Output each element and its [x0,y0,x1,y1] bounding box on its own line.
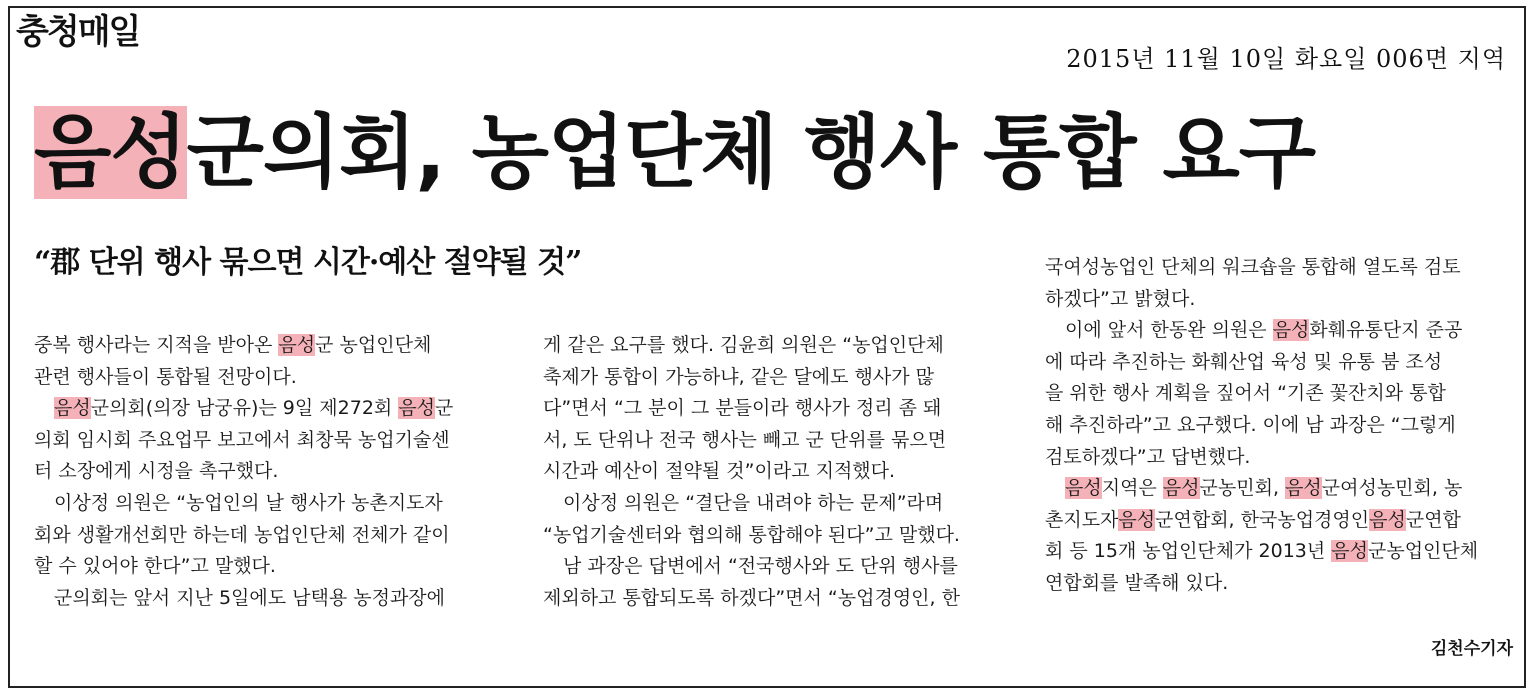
text-segment: 국여성농업인 단체의 워크숍을 통합해 열도록 검토 [1045,256,1461,278]
text-segment: 터 소장에게 시정을 촉구했다. [34,460,279,483]
search-highlight: 음성 [398,397,436,420]
search-highlight: 음성 [1369,508,1406,531]
text-segment: 을 위한 행사 계획을 짚어서 “기존 꽃잔치와 통합 [1045,382,1446,405]
search-highlight: 음성 [1162,477,1200,500]
text-line [1045,378,1515,410]
text-line [34,488,514,520]
text-segment: 중복 행사라는 지적을 받아온 [34,334,279,356]
text-segment: 해 추진하라”고 요구했다. 이에 남 과장은 “그렇게 [1045,413,1456,436]
search-highlight: 음성 [1331,540,1368,563]
headline-rest: 군의회, 농업단체 행사 통합 요구 [186,106,1315,199]
text-line [1045,505,1515,537]
text-segment: 이상정 의원은 “결단을 내려야 하는 문제”라며 [563,491,944,514]
search-highlight: 음성 [1285,477,1322,500]
subheadline: “郡 단위 행사 묶으면 시간·예산 절약될 것” [34,245,582,280]
text-segment: 촌지도자 [1045,508,1119,531]
text-segment: 군의회(의장 남궁유)는 9일 제272회 [90,397,399,420]
text-segment: 연합회를 발족해 있다. [1045,571,1229,594]
text-segment: 군연합회, 한국농업경영인 [1155,508,1370,531]
headline-highlight: 음성 [34,106,187,199]
text-line [1045,284,1515,316]
text-line [34,583,514,615]
text-segment: 검토하겠다”고 답변했다. [1045,445,1251,468]
search-highlight: 음성 [278,334,316,356]
search-highlight: 음성 [1118,508,1156,531]
newspaper-logo: 충청매일 [16,12,140,52]
text-line [34,362,514,394]
text-segment: 시간과 예산이 절약될 것”이라고 지적했다. [543,460,896,483]
text-line [543,362,1018,394]
text-segment: 축제가 통합이 가능하냐, 같은 달에도 행사가 많 [543,365,935,388]
text-segment: 다”면서 “그 분이 그 분들이라 행사가 정리 좀 돼 [543,397,942,420]
headline [34,98,1315,208]
text-segment: “농업기술센터와 협의해 통합해야 된다”고 말했다. [543,523,960,546]
text-line [543,330,1018,362]
byline: 김천수기자 [1430,639,1513,659]
text-line [34,330,514,362]
text-line [1045,442,1515,474]
text-segment: 할 수 있어야 한다”고 말했다. [34,555,276,578]
search-highlight: 음성 [1065,477,1102,500]
text-segment: 화훼유통단지 준공 [1309,319,1463,342]
text-segment: 이상정 의원은 “농업인의 날 행사가 농촌지도자 [54,491,443,514]
text-line [1045,536,1515,568]
search-highlight: 음성 [54,397,91,420]
text-segment: 관련 행사들이 통합될 전망이다. [34,365,297,388]
text-segment: 회와 생활개선회만 하는데 농업인단체 전체가 같이 [34,523,450,546]
text-line [543,551,1018,583]
article-column-3 [1045,252,1515,600]
text-segment: 회 등 15개 농업인단체가 2013년 [1045,540,1332,563]
text-segment: 군 [435,397,454,420]
text-line [1045,410,1515,442]
text-segment: 의회 임시회 주요업무 보고에서 최창묵 농업기술센 [34,428,450,451]
text-line [34,520,514,552]
text-segment: 군여성농민회, 농 [1321,477,1463,500]
text-segment: 하겠다”고 밝혔다. [1045,287,1196,310]
text-line [34,551,514,583]
search-highlight: 음성 [1272,319,1310,342]
text-segment: 군농업인단체 [1368,540,1479,563]
text-line [543,425,1018,457]
article-column-2 [543,330,1018,614]
text-line [543,583,1018,615]
dateline: 2015년 11월 10일 화요일 006면 지역 [1066,45,1506,73]
text-segment: 서, 도 단위나 전국 행사는 빼고 군 단위를 묶으면 [543,428,947,451]
text-segment: 군 농업인단체 [315,334,432,356]
text-segment: 제외하고 통합되도록 하겠다”면서 “농업경영인, 한 [543,586,960,609]
text-line [543,520,1018,552]
text-line [543,488,1018,520]
text-line [1045,568,1515,600]
text-line [34,456,514,488]
text-line [543,393,1018,425]
article-column-1 [34,330,514,614]
text-segment: 남 과장은 답변에서 “전국행사와 도 단위 행사를 [563,555,958,578]
text-segment: 지역은 [1101,477,1163,500]
text-segment: 군의회는 앞서 지난 5일에도 남택용 농정과장에 [54,586,446,609]
text-line [1045,473,1515,505]
text-segment: 군농민회, [1199,477,1286,500]
text-segment: 에 따라 추진하는 화훼산업 육성 및 유통 붐 조성 [1045,350,1443,373]
text-line [1045,252,1515,284]
text-line [1045,315,1515,347]
text-segment: 이에 앞서 한동완 의원은 [1065,319,1273,342]
text-line [34,393,514,425]
text-line [34,425,514,457]
text-segment: 게 같은 요구를 했다. 김윤희 의원은 “농업인단체 [543,334,944,356]
text-segment: 군연합 [1405,508,1461,531]
text-line [1045,347,1515,379]
text-line [543,456,1018,488]
